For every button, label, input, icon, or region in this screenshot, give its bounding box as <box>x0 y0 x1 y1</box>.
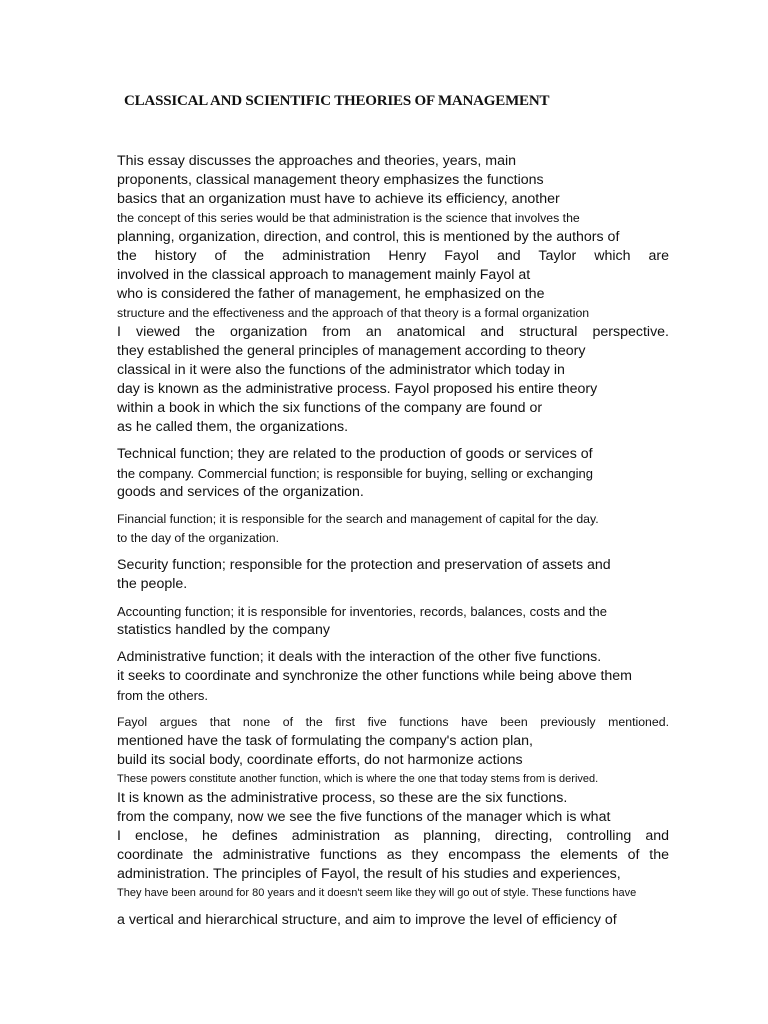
text-line: mentioned have the task of formulating the company's action plan, <box>117 733 533 749</box>
text-line: proponents, classical management theory emphasizes the functions <box>117 172 544 188</box>
text-line: Technical function; they are related to the production of goods or services of <box>117 446 593 462</box>
text-line: This essay discusses the approaches and theories, years, main <box>117 153 517 169</box>
text-line: They have been around for 80 years and it doesn't seem like they will go out of style. These functions have <box>117 887 637 899</box>
paragraph-fayol-argues <box>117 713 669 930</box>
document-body <box>117 152 669 930</box>
text-line: Accounting function; it is responsible for inventories, records, balances, costs and the <box>117 604 607 619</box>
text-line: I viewed the organization from an anatomical and structural perspective. <box>117 324 669 340</box>
text-line: It is known as the administrative process, so these are the six functions. <box>117 790 568 806</box>
text-line: the people. <box>117 576 188 592</box>
text-line: goods and services of the organization. <box>117 484 364 500</box>
paragraph-financial-function <box>117 510 669 548</box>
text-line: the concept of this series would be that administration is the science that involves the <box>117 211 580 225</box>
paragraph-introduction <box>117 152 669 437</box>
text-line: classical in it were also the functions of the administrator which today in <box>117 362 565 378</box>
text-line: they established the general principles of management according to theory <box>117 343 586 359</box>
paragraph-technical-function <box>117 445 669 502</box>
text-line: from the others. <box>117 688 209 703</box>
text-line: Fayol argues that none of the first five functions have been previously mentioned. <box>117 715 669 729</box>
text-line: Financial function; it is responsible for the search and management of capital for the day. <box>117 512 599 526</box>
text-line: the company. Commercial function; is responsible for buying, selling or exchanging <box>117 466 593 481</box>
text-line: it seeks to coordinate and synchronize the other functions while being above them <box>117 668 633 684</box>
text-line: structure and the effectiveness and the approach of that theory is a formal organization <box>117 306 590 320</box>
text-line: I enclose, he defines administration as planning, directing, controlling and <box>117 828 669 844</box>
text-line: Administrative function; it deals with the interaction of the other five functions. <box>117 649 602 665</box>
text-line: basics that an organization must have to achieve its efficiency, another <box>117 191 560 207</box>
text-line: from the company, now we see the five functions of the manager which is what <box>117 809 611 825</box>
text-line: statistics handled by the company <box>117 622 330 638</box>
text-line: coordinate the administrative functions as they encompass the elements of the <box>117 847 669 863</box>
text-line: Security function; responsible for the protection and preservation of assets and <box>117 557 611 573</box>
text-line: day is known as the administrative process. Fayol proposed his entire theory <box>117 381 598 397</box>
text-line: within a book in which the six functions of the company are found or <box>117 400 543 416</box>
text-line: a vertical and hierarchical structure, and aim to improve the level of efficiency of <box>117 912 617 928</box>
text-line: build its social body, coordinate efforts, do not harmonize actions <box>117 752 523 768</box>
document-title: CLASSICAL AND SCIENTIFIC THEORIES OF MANAGEMENT <box>124 93 550 109</box>
text-line: to the day of the organization. <box>117 531 280 545</box>
text-line: These powers constitute another function, which is where the one that today stems from is derived. <box>117 773 599 785</box>
text-line: the history of the administration Henry Fayol and Taylor which are <box>117 248 669 264</box>
text-line: who is considered the father of management, he emphasized on the <box>117 286 545 302</box>
paragraph-accounting-function <box>117 602 669 640</box>
text-line: involved in the classical approach to management mainly Fayol at <box>117 267 531 283</box>
text-line: as he called them, the organizations. <box>117 419 349 435</box>
text-line: planning, organization, direction, and control, this is mentioned by the authors of <box>117 229 620 245</box>
paragraph-administrative-function <box>117 648 669 705</box>
paragraph-security-function <box>117 556 669 594</box>
text-line: administration. The principles of Fayol, the result of his studies and experiences, <box>117 866 621 882</box>
